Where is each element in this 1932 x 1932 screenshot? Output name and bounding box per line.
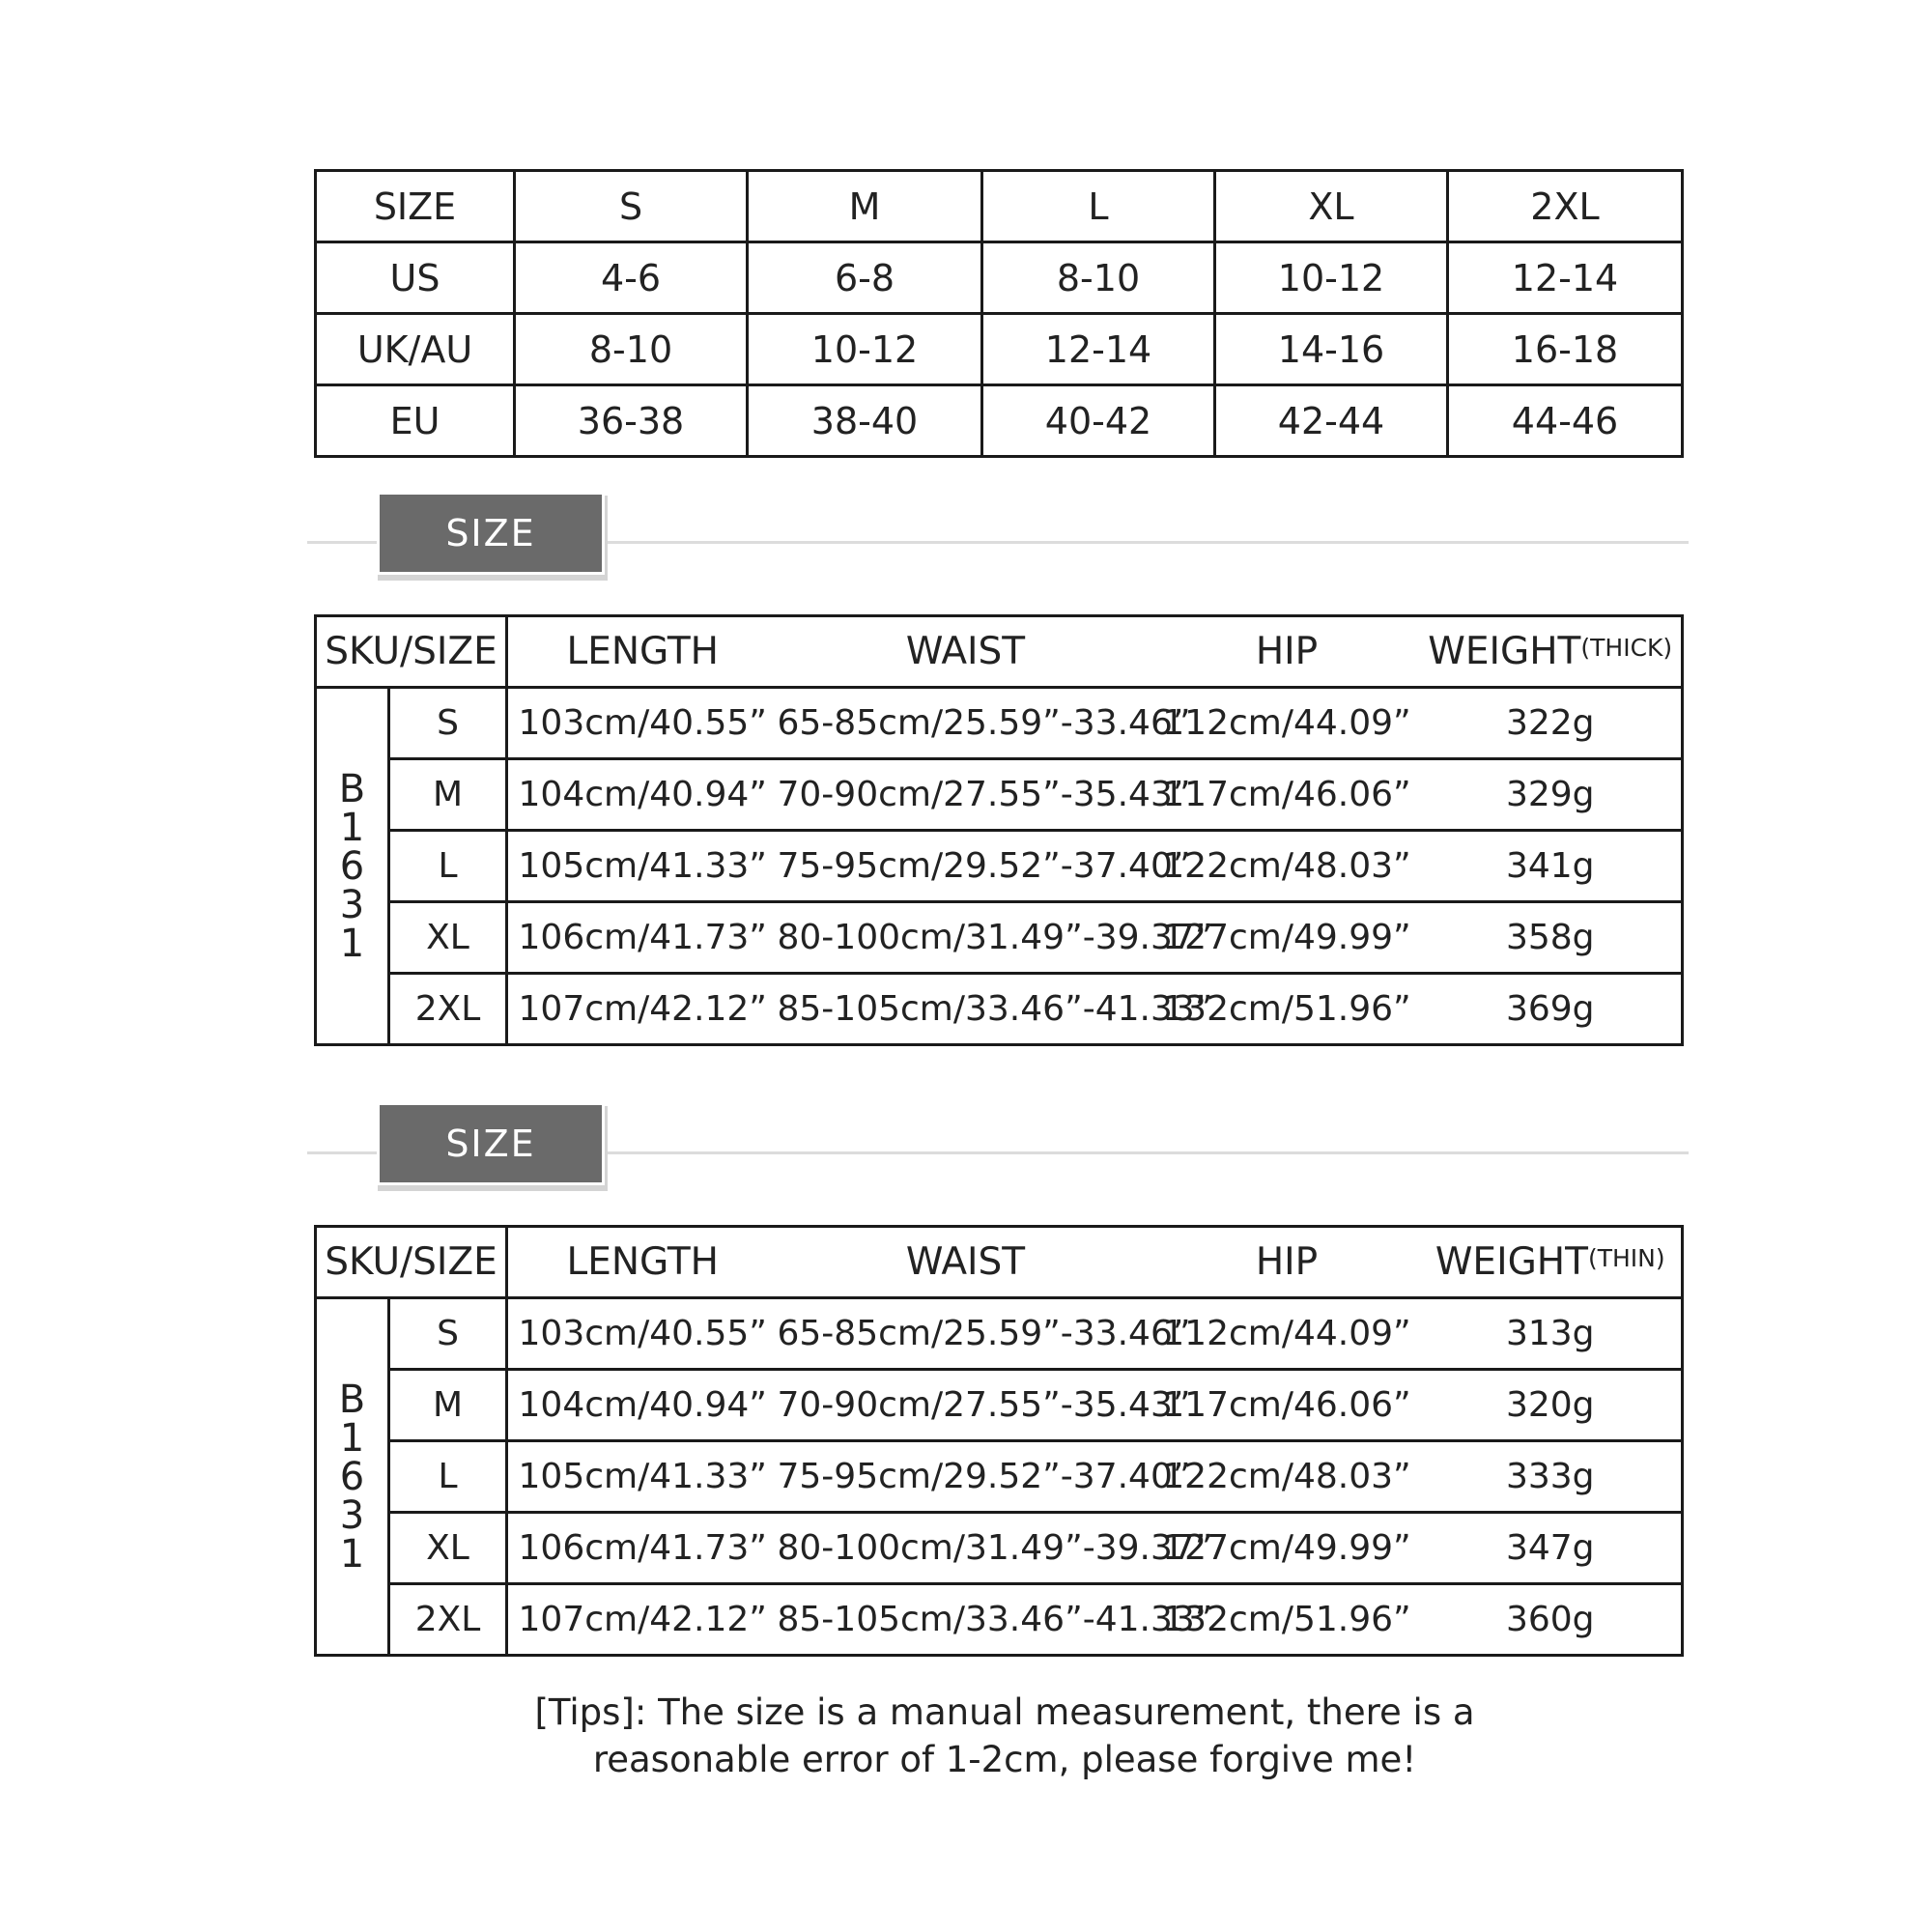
- table-row: [316, 1370, 1683, 1441]
- length-cell: 105cm/41.33”: [507, 831, 778, 902]
- weight-cell: 313g: [1420, 1298, 1683, 1370]
- table-row: [316, 1298, 1683, 1370]
- table-row: [316, 688, 1683, 759]
- table-row: [316, 759, 1683, 831]
- size-cell: L: [389, 831, 507, 902]
- sku-char: B: [338, 1377, 366, 1422]
- size-header-row: [316, 171, 1683, 242]
- waist-cell: 80-100cm/31.49”-39.37”: [778, 902, 1154, 974]
- tips-note: [367, 1689, 1642, 1783]
- row-label: EU: [316, 385, 515, 457]
- size-cell: S: [389, 688, 507, 759]
- hip-cell: 112cm/44.09”: [1154, 1298, 1420, 1370]
- waist-cell: 80-100cm/31.49”-39.37”: [778, 1513, 1154, 1584]
- sku-code: [316, 688, 389, 1045]
- sku-char: 1: [339, 1531, 365, 1577]
- waist-cell: 75-95cm/29.52”-37.40”: [778, 831, 1154, 902]
- hip-header: HIP: [1154, 1227, 1420, 1298]
- weight-cell: 320g: [1420, 1370, 1683, 1441]
- waist-cell: 85-105cm/33.46”-41.33”: [778, 1584, 1154, 1656]
- size-cell: 40-42: [982, 385, 1215, 457]
- table-row: [316, 1513, 1683, 1584]
- sku-char: B: [338, 766, 366, 811]
- waist-header: WAIST: [778, 616, 1154, 688]
- sku-char: 1: [339, 805, 365, 850]
- length-cell: 106cm/41.73”: [507, 1513, 778, 1584]
- size-cell: M: [389, 1370, 507, 1441]
- sku-char: 3: [339, 882, 365, 927]
- table-row: [316, 974, 1683, 1045]
- size-cell: 14-16: [1215, 314, 1448, 385]
- size-cell: 2XL: [389, 1584, 507, 1656]
- weight-cell: 322g: [1420, 688, 1683, 759]
- size-cell: L: [389, 1441, 507, 1513]
- table-row: [316, 831, 1683, 902]
- hip-cell: 132cm/51.96”: [1154, 1584, 1420, 1656]
- hip-cell: 117cm/46.06”: [1154, 1370, 1420, 1441]
- size-cell: 44-46: [1448, 385, 1683, 457]
- size-chart-thick-table: [314, 614, 1684, 1046]
- length-header: LENGTH: [507, 1227, 778, 1298]
- hip-cell: 132cm/51.96”: [1154, 974, 1420, 1045]
- weight-cell: 333g: [1420, 1441, 1683, 1513]
- size-cell: S: [515, 171, 748, 242]
- sku-char: 6: [339, 1454, 365, 1499]
- length-cell: 105cm/41.33”: [507, 1441, 778, 1513]
- weight-header: $WEIGHT^{(THICK)}$: [1420, 616, 1683, 688]
- hip-cell: 127cm/49.99”: [1154, 902, 1420, 974]
- row-label: US: [316, 242, 515, 314]
- conversion-row: [316, 385, 1683, 457]
- size-cell: 10-12: [1215, 242, 1448, 314]
- size-cell: XL: [1215, 171, 1448, 242]
- hip-cell: 122cm/48.03”: [1154, 831, 1420, 902]
- waist-cell: 75-95cm/29.52”-37.40”: [778, 1441, 1154, 1513]
- waist-header: WAIST: [778, 1227, 1154, 1298]
- waist-cell: 65-85cm/25.59”-33.46”: [778, 1298, 1154, 1370]
- size-conversion-table: [314, 169, 1684, 458]
- size-cell: 8-10: [515, 314, 748, 385]
- sku-size-header: SKU/SIZE: [316, 616, 507, 688]
- waist-cell: 65-85cm/25.59”-33.46”: [778, 688, 1154, 759]
- waist-cell: 70-90cm/27.55”-35.43”: [778, 1370, 1154, 1441]
- size-cell: L: [982, 171, 1215, 242]
- size-cell: M: [748, 171, 982, 242]
- length-cell: 106cm/41.73”: [507, 902, 778, 974]
- conversion-row: [316, 314, 1683, 385]
- row-label: UK/AU: [316, 314, 515, 385]
- length-cell: 104cm/40.94”: [507, 759, 778, 831]
- row-label: SIZE: [316, 171, 515, 242]
- weight-cell: 369g: [1420, 974, 1683, 1045]
- weight-cell: 329g: [1420, 759, 1683, 831]
- length-cell: 107cm/42.12”: [507, 974, 778, 1045]
- weight-cell: 347g: [1420, 1513, 1683, 1584]
- length-cell: 103cm/40.55”: [507, 688, 778, 759]
- size-chart-banner: SIZE CHART: [380, 1105, 602, 1182]
- size-chart-thin-table: [314, 1225, 1684, 1657]
- length-cell: 103cm/40.55”: [507, 1298, 778, 1370]
- size-cell: XL: [389, 902, 507, 974]
- weight-cell: 358g: [1420, 902, 1683, 974]
- length-cell: 107cm/42.12”: [507, 1584, 778, 1656]
- length-cell: 104cm/40.94”: [507, 1370, 778, 1441]
- size-cell: 2XL: [389, 974, 507, 1045]
- size-cell: 38-40: [748, 385, 982, 457]
- weight-cell: 360g: [1420, 1584, 1683, 1656]
- header-row: [316, 616, 1683, 688]
- weight-cell: 341g: [1420, 831, 1683, 902]
- table-row: [316, 1584, 1683, 1656]
- conversion-row: [316, 242, 1683, 314]
- sku-char: 1: [339, 921, 365, 966]
- size-cell: 6-8: [748, 242, 982, 314]
- table-row: [316, 902, 1683, 974]
- hip-header: HIP: [1154, 616, 1420, 688]
- size-cell: S: [389, 1298, 507, 1370]
- size-cell: 2XL: [1448, 171, 1683, 242]
- waist-cell: 85-105cm/33.46”-41.33”: [778, 974, 1154, 1045]
- waist-cell: 70-90cm/27.55”-35.43”: [778, 759, 1154, 831]
- sku-char: 1: [339, 1415, 365, 1461]
- hip-cell: 117cm/46.06”: [1154, 759, 1420, 831]
- weight-header: $WEIGHT^{(THIN)}$: [1420, 1227, 1683, 1298]
- size-cell: 12-14: [1448, 242, 1683, 314]
- sku-char: 3: [339, 1492, 365, 1538]
- size-cell: 36-38: [515, 385, 748, 457]
- hip-cell: 112cm/44.09”: [1154, 688, 1420, 759]
- tips-line-2: reasonable error of 1-2cm, please forgive me!: [592, 1739, 1417, 1780]
- size-chart-banner: SIZE CHART: [380, 495, 602, 572]
- size-cell: M: [389, 759, 507, 831]
- size-cell: 16-18: [1448, 314, 1683, 385]
- tips-line-1: [Tips]: The size is a manual measurement, there is a: [534, 1691, 1475, 1733]
- table-row: [316, 1441, 1683, 1513]
- size-cell: 8-10: [982, 242, 1215, 314]
- size-cell: XL: [389, 1513, 507, 1584]
- size-cell: 12-14: [982, 314, 1215, 385]
- sku-code: [316, 1298, 389, 1656]
- hip-cell: 127cm/49.99”: [1154, 1513, 1420, 1584]
- length-header: LENGTH: [507, 616, 778, 688]
- size-cell: 10-12: [748, 314, 982, 385]
- sku-char: 6: [339, 843, 365, 889]
- size-cell: 42-44: [1215, 385, 1448, 457]
- hip-cell: 122cm/48.03”: [1154, 1441, 1420, 1513]
- size-cell: 4-6: [515, 242, 748, 314]
- sku-size-header: SKU/SIZE: [316, 1227, 507, 1298]
- header-row: [316, 1227, 1683, 1298]
